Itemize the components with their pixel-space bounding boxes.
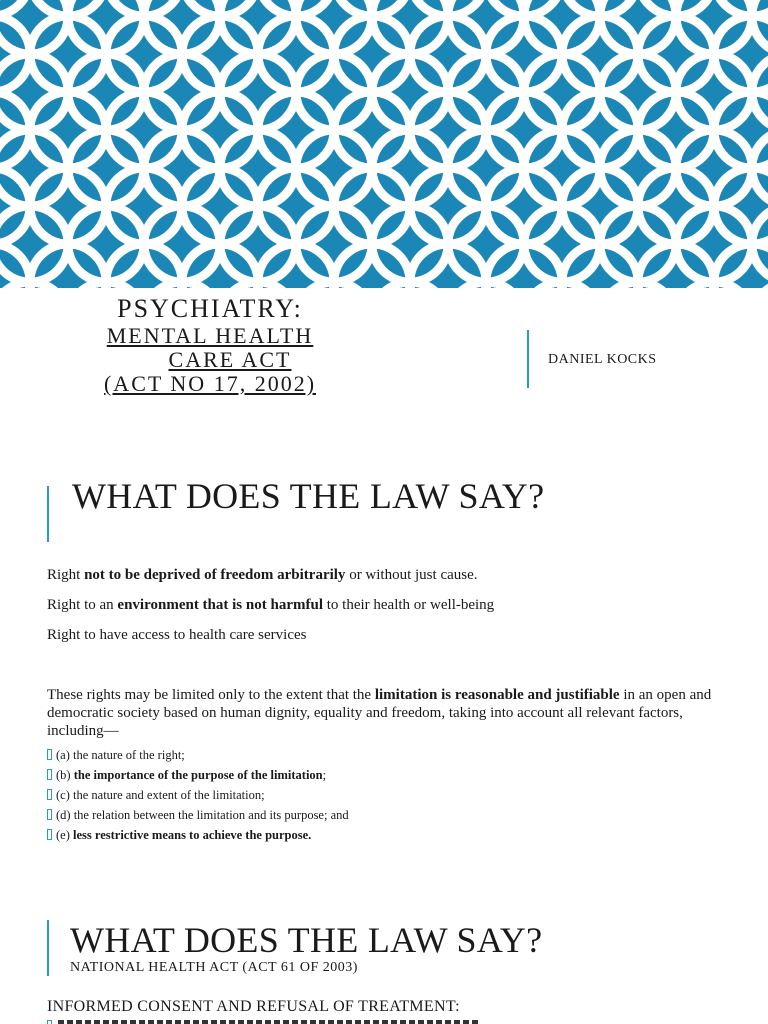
bullet-icon (47, 789, 52, 800)
slide-heading: WHAT DOES THE LAW SAY? (70, 920, 543, 960)
limitation-paragraph: These rights may be limited only to the extent that the limitation is reasonable and justifiable in an open and democratic society based on human dignity, equality and freedom, taking into account all relevant factors, including— (47, 687, 712, 739)
list-item: (b) the importance of the purpose of the limitation; (47, 765, 349, 785)
slide-heading: WHAT DOES THE LAW SAY? (72, 476, 545, 516)
right-item: Right not to be deprived of freedom arbitrarily or without just cause. (47, 567, 478, 583)
vertical-divider (527, 330, 529, 388)
factors-list (47, 745, 349, 845)
author-name: DANIEL KOCKS (548, 352, 657, 367)
clipped-text-fragment (47, 1018, 517, 1024)
bullet-icon (47, 1020, 52, 1024)
bullet-icon (47, 769, 52, 780)
list-item: (c) the nature and extent of the limitation; (47, 785, 349, 805)
title-accent-bar (47, 486, 49, 542)
slide-subtitle-line-3: (ACT NO 17, 2002) (103, 371, 317, 396)
rights-list (47, 566, 494, 656)
circle-pattern-graphic (0, 0, 768, 288)
section-heading: INFORMED CONSENT AND REFUSAL OF TREATMENT: (47, 998, 460, 1015)
list-item: (e) less restrictive means to achieve the purpose. (47, 825, 349, 845)
bullet-icon (47, 749, 52, 760)
title-block (60, 294, 360, 396)
title-accent-bar (47, 920, 49, 976)
slide-subtitle-line-1: MENTAL HEALTH (106, 323, 314, 348)
bullet-icon (47, 809, 52, 820)
law-slide-2 (0, 916, 768, 1024)
title-slide (0, 288, 768, 448)
bullet-icon (47, 829, 52, 840)
right-item: Right to an environment that is not harmful to their health or well-being (47, 597, 495, 613)
slide-subheading: NATIONAL HEALTH ACT (ACT 61 OF 2003) (70, 960, 358, 975)
slide-title: PSYCHIATRY: (117, 294, 303, 323)
list-item: (a) the nature of the right; (47, 745, 349, 765)
list-item: (d) the relation between the limitation and its purpose; and (47, 805, 349, 825)
right-item: Right to have access to health care services (47, 627, 307, 643)
slide-subtitle-line-2: CARE ACT (168, 347, 292, 372)
title-slide-banner (0, 0, 768, 288)
